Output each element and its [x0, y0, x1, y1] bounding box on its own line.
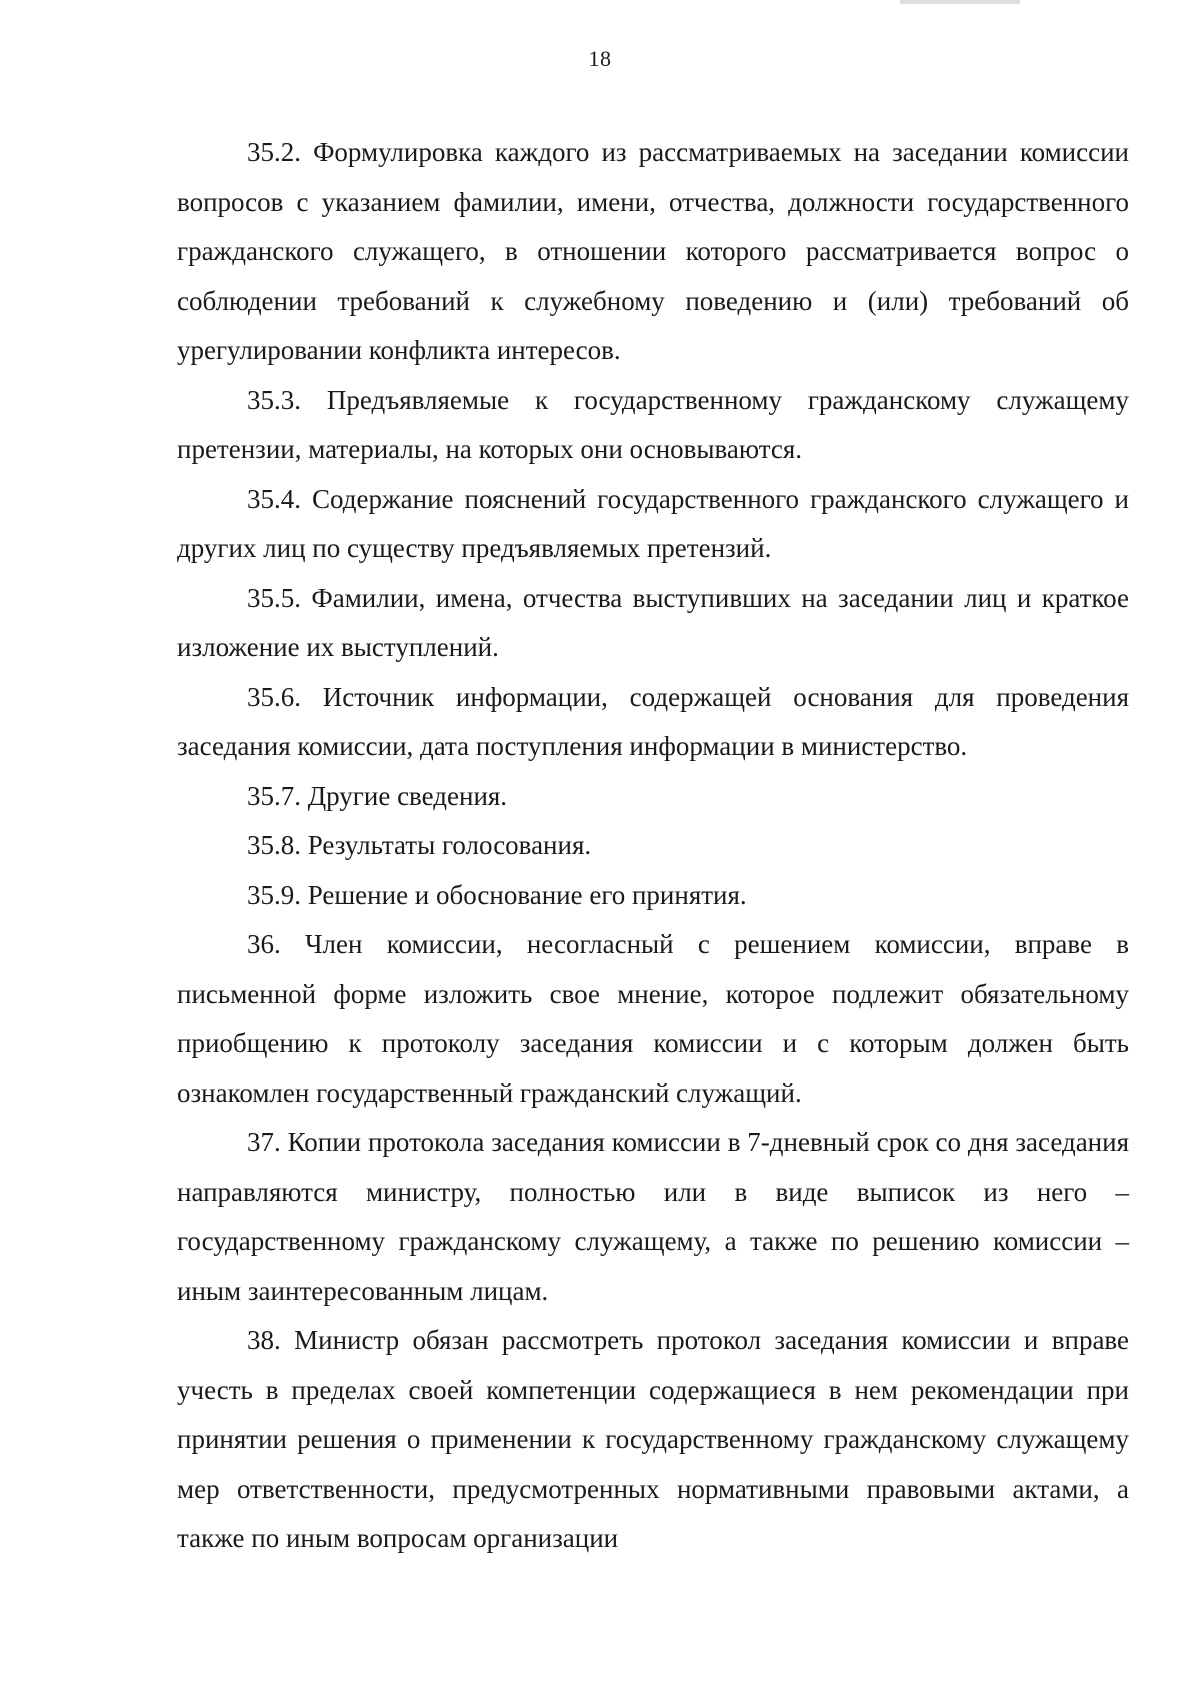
paragraph-35-5: 35.5. Фамилии, имена, отчества выступивших на заседании лиц и краткое изложение их выступлений.	[177, 582, 1129, 662]
paragraph-35-8: 35.8. Результаты голосования.	[247, 830, 592, 860]
paragraph-35-3: 35.3. Предъявляемые к государственному гражданскому служащему претензии, материалы, на которых они основываются.	[177, 384, 1129, 464]
paragraph-35-9: 35.9. Решение и обоснование его принятия.	[247, 879, 747, 910]
scan-artifact	[900, 0, 1020, 4]
paragraph-37: 37. Копии протокола заседания комиссии в 7-дневный срок со дня заседания направляются министру, полностью или в виде выписок из него – государственному гражданскому служащему, а также по решению комиссии – иным заинтересованным лицам.	[177, 1127, 1129, 1306]
document-body	[177, 128, 1129, 1564]
paragraph-36: 36. Член комиссии, несогласный с решением комиссии, вправе в письменной форме изложить свое мнение, которое подлежит обязательному приобщению к протоколу заседания комиссии и с которым должен быть ознакомлен государственный гражданский служащий.	[177, 929, 1129, 1108]
paragraph-35-6: 35.6. Источник информации, содержащей основания для проведения заседания комиссии, дата поступления информации в министерство.	[177, 681, 1129, 761]
paragraph-35-4: 35.4. Содержание пояснений государственного гражданского служащего и других лиц по существу предъявляемых претензий.	[177, 483, 1129, 563]
paragraph-35-7: 35.7. Другие сведения.	[247, 780, 508, 811]
paragraph-38: 38. Министр обязан рассмотреть протокол заседания комиссии и вправе учесть в пределах своей компетенции содержащиеся в нем рекомендации при принятии решения о применении к государственному гражданскому служащему мер ответственности, предусмотренных нормативными правовыми актами, а также по иным вопросам организации	[177, 1325, 1129, 1553]
paragraph-35-2: 35.2. Формулировка каждого из рассматриваемых на заседании комиссии вопросов с указанием фамилии, имени, отчества, должности государственного гражданского служащего, в отношении которого рассматривается вопрос о соблюдении требований к служебному поведению и (или) требований об урегулировании конфликта интересов.	[177, 137, 1129, 365]
page-number: 18	[588, 46, 612, 71]
